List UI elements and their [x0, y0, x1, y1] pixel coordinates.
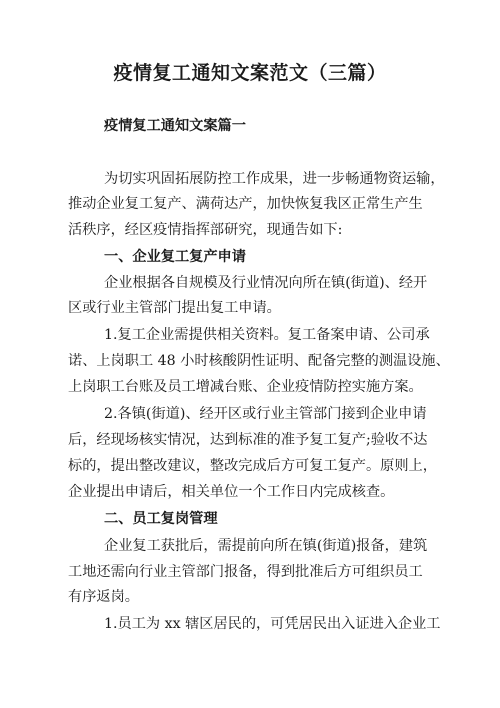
paragraph-line: 企业提出申请后，相关单位一个工作日内完成核查。: [68, 484, 395, 500]
paragraph-line: 后，经现场核实情况，达到标准的准予复工复产;验收不达: [68, 432, 428, 448]
paragraph-line: 上岗职工台账及员工增减台账、企业疫情防控实施方案。: [68, 379, 423, 395]
paragraph-line: 区或行业主管部门提出复工申请。: [68, 300, 281, 316]
subheading-employee-return: 二、员工复岗管理: [104, 511, 218, 527]
paragraph-line: 推动企业复工复产、满荷达产，加快恢复我区正常生产生: [68, 196, 423, 212]
paragraph-line: 有序返岗。: [68, 589, 139, 605]
paragraph-line: 工地还需向行业主管部门报备，得到批准后方可组织员工: [68, 564, 423, 580]
paragraph-line: 1.复工企业需提供相关资料。复工备案申请、公司承: [104, 327, 430, 343]
paragraph-line: 诺、上岗职工 48 小时核酸阴性证明、配备完整的测温设施、: [68, 353, 450, 369]
paragraph-line: 1.员工为 xx 辖区居民的，可凭居民出入证进入企业工: [104, 616, 441, 632]
paragraph-line: 活秩序，经区疫情指挥部研究，现通告如下:: [68, 222, 343, 238]
section-heading: 疫情复工通知文案篇一: [104, 118, 246, 134]
paragraph-line: 企业根据各自规模及行业情况向所在镇(街道)、经开: [104, 275, 428, 291]
document-title: 疫情复工通知文案范文（三篇）: [113, 62, 387, 84]
paragraph-line: 为切实巩固拓展防控工作成果，进一步畅通物资运输，: [104, 171, 445, 187]
paragraph-line: 2.各镇(街道)、经开区或行业主管部门接到企业申请: [104, 406, 427, 422]
paragraph-line: 企业复工获批后，需提前向所在镇(街道)报备，建筑: [104, 538, 428, 554]
paragraph-line: 标的，提出整改建议，整改完成后方可复工复产。原则上，: [68, 458, 437, 474]
subheading-enterprise-resumption: 一、企业复工复产申请: [104, 249, 246, 265]
